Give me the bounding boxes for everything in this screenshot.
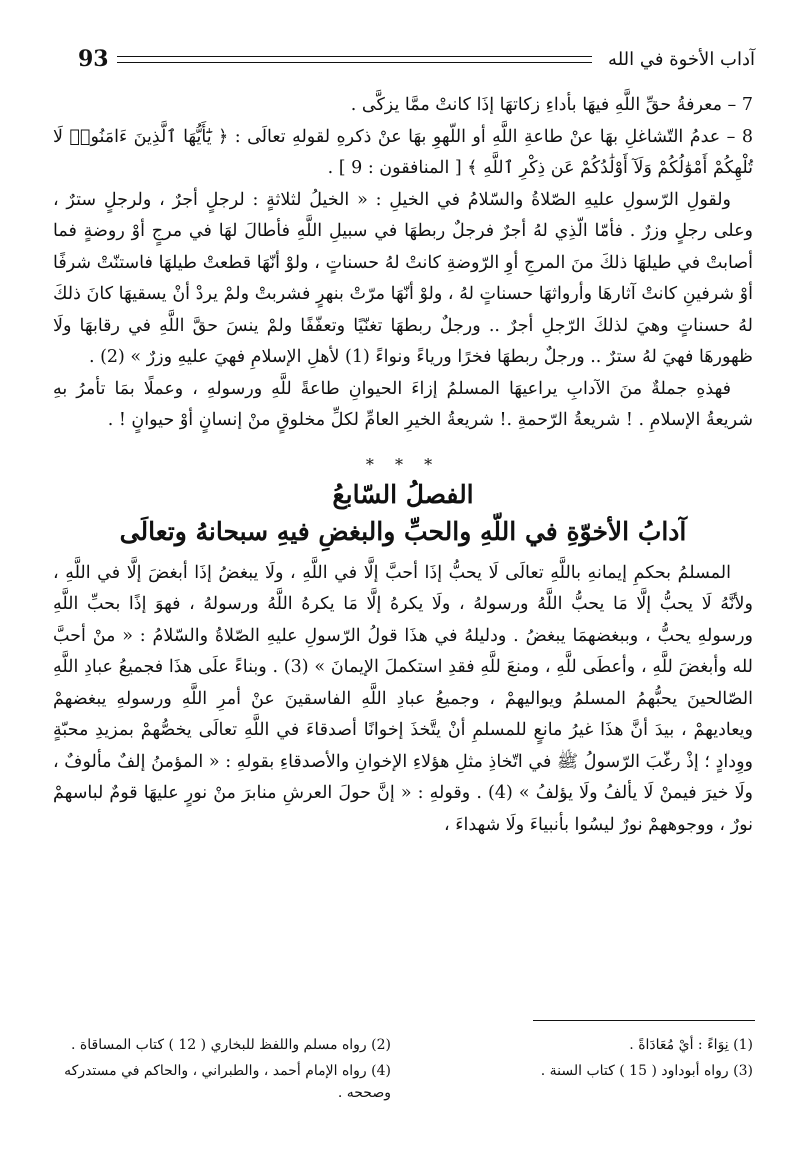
paragraph-item-7: 7 – معرفةُ حقِّ اللَّهِ فيهَا بأداءِ زكاتهَا إذَا كانتْ ممَّا يزكَّى . [350,95,753,115]
running-title: آداب الأخوة في الله [608,48,755,70]
paragraph-hadith-khayl: ولقولِ الرّسولِ عليهِ الصّلاةُ والسّلامُ في الخيلِ : « الخيلُ لثلاثةٍ : لرجلٍ أجرٌ ، ولرجلٍ سترٌ ، وعلى رجلٍ وزرٌ . فأمّا الّذِي لهُ أجرٌ فرجلٌ ربطهَا في سبيلِ اللَّهِ فأطالَ لهَا في مرجٍ أوْ روضةٍ فما أصابتْ في طيلهَا ذلكَ منَ المرجِ أوِ الرّوضةِ كانتْ لهُ حسناتٍ ، ولوْ أنّهَا قطعتْ طيلهَا فاستنّتْ شرفًا أوْ شرفينِ كانتْ آثارهَا وأرواثهَا حسناتٍ لهُ ، ولوْ أنّهَا مرّتْ بنهرٍ فشربتْ ولمْ يردْ أنْ يسقيهَا كانَ ذلكَ لهُ حسناتٍ وهيَ لذلكَ الرّجلِ أجرٌ .. ورجلٌ ربطهَا تغنّيًا وتعفّفًا ولمْ ينسَ حقَّ اللَّهِ في رقابهَا ولَا ظهورهَا فهيَ لهُ سترٌ .. ورجلٌ ربطهَا فخرًا ورياءً ونواءً (1) لأهلِ الإسلامِ فهيَ عليهِ وزرٌ » (2) . [53,189,753,367]
chapter-title: الفصلُ السّابعُ [332,479,474,509]
page-number: 93 [78,46,109,72]
footnote-4: (4) رواه الإمام أحمد ، والطبراني ، والحاكم في مستدركه وصححه . [64,1063,391,1101]
footnotes [53,1034,753,1104]
paragraph-conclusion: فهذهِ جملةٌ منَ الآدابِ يراعيهَا المسلمُ إزاءَ الحيوانِ طاعةً للَّهِ ورسولهِ ، وعملًا بمَا تأمرُ بهِ شريعةُ الإسلامِ . ! شريعةُ الرّحمةِ .! شريعةُ الخيرِ العامِّ لكلِّ مخلوقٍ منْ إنسانٍ أوْ حيوانٍ ! . [53,378,753,430]
header-rule [117,56,592,63]
footnote-3: (3) رواه أبوداود ( 15 ) كتاب السنة . [540,1063,753,1079]
footnote-1: (1) نِوَاءً : أيْ مُعَادَاةً . [629,1037,753,1053]
page-header [78,42,755,76]
footnote-2: (2) رواه مسلم واللفظ للبخاري ( 12 ) كتاب المساقاة . [71,1037,391,1053]
footnote-rule [533,1020,755,1021]
section-title: آدابُ الأخوّةِ في اللّهِ والحبِّ والبغضِ فيهِ سبحانهُ وتعالَى [119,516,687,546]
page-body [53,90,753,841]
paragraph-item-8: 8 – عدمُ التّشاغلِ بهَا عنْ طاعةِ اللَّهِ أو اللّهوِ بهَا عنْ ذكرهِ لقولهِ تعالَى : ﴿ يَٰٓأَيُّهَا ٱلَّذِينَ ءَامَنُوا۟ لَا تُلْهِكُمْ أَمْوَٰلُكُمْ وَلَآ أَوْلَٰدُكُمْ عَن ذِكْرِ ٱللَّهِ ﴾ [ المنافقون : 9 ] . [53,126,753,178]
paragraph-chapter-intro: المسلمُ بحكمِ إيمانهِ باللَّهِ تعالَى لَا يحبُّ إذَا أحبَّ إلَّا في اللَّهِ ، ولَا يبغضُ إذَا أبغضَ إلَّا في اللَّهِ ، ولأنَّهُ لَا يحبُّ إلَّا مَا يحبُّ اللَّهُ ورسولهُ ، ولَا يكرهُ إلَّا مَا يكرهُ اللَّهُ ورسولهُ ، فهوَ إذًا بحبِّ اللَّهِ ورسولهِ يحبُّ ، وببغضهمَا يبغضُ . ودليلهُ في هذَا قولُ الرّسولِ عليهِ الصّلاةُ والسّلامُ : « منْ أحبَّ لله وأبغضَ للَّهِ ، وأعطَى للَّهِ ، ومنعَ للَّهِ فقدِ استكملَ الإيمانَ » (3) . وبناءً علَى هذَا فجميعُ عبادِ اللَّهِ الصّالحينَ يحبُّهمُ المسلمُ ويواليهمْ ، وجميعُ عبادِ اللَّهِ الفاسقينَ عنْ أمرِ اللَّهِ ورسولهِ يبغضهمْ ويعاديهمْ ، بيدَ أنَّ هذَا غيرُ مانعٍ للمسلمِ أنْ يتَّخذَ إخوانًا أصدقاءَ في اللَّهِ تعالَى يخصُّهمْ بمزيدِ محبّةٍ ووِدادٍ ؛ إذْ رغّبَ الرّسولُ ﷺ في اتّخاذِ مثلِ هؤلاءِ الإخوانِ والأصدقاءِ بقولهِ : « المؤمنُ إلفٌ مألوفٌ ، ولَا خيرَ فيمنْ لَا يألفُ ولَا يؤلفُ » (4) . وقولهِ : « إنَّ حولَ العرشِ منابرَ منْ نورٍ عليهَا قومٌ لباسهمْ نورٌ ، ووجوههمْ نورٌ ليسُوا بأنبياءَ ولَا شهداءَ ، [53,562,753,835]
section-separator: * * * [365,454,441,474]
